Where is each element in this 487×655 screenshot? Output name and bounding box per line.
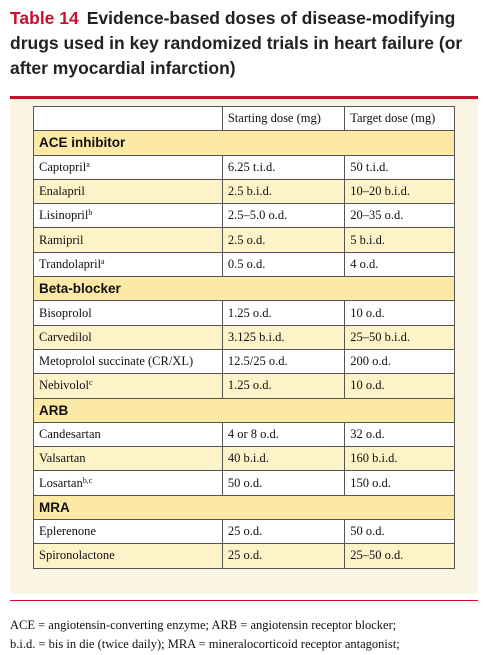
drug-cell xyxy=(34,325,223,349)
starting-dose-cell: 3.125 b.i.d. xyxy=(222,325,344,349)
footnote-marker: a xyxy=(101,256,105,266)
drug-name: Valsartan xyxy=(39,451,86,466)
target-dose-cell: 10–20 b.i.d. xyxy=(345,179,455,203)
table-title xyxy=(10,6,480,81)
drug-cell xyxy=(34,301,223,325)
starting-dose-cell: 12.5/25 o.d. xyxy=(222,349,344,373)
drug-cell xyxy=(34,520,223,544)
target-dose-cell: 5 b.i.d. xyxy=(345,228,455,252)
drug-name: Candesartan xyxy=(39,427,101,441)
drug-cell xyxy=(34,228,223,252)
table-row xyxy=(34,204,455,228)
drug-name: Trandolapril xyxy=(39,256,102,271)
drug-name: Lisinopril xyxy=(39,208,89,223)
group-heading: MRA xyxy=(34,495,455,519)
table-row xyxy=(34,520,455,544)
drug-cell xyxy=(34,349,223,373)
header-starting-dose: Starting dose (mg) xyxy=(222,107,344,131)
table-row xyxy=(34,252,455,276)
drug-cell xyxy=(34,422,223,446)
drug-name: Spironolactone xyxy=(39,548,115,563)
table-title-text: Evidence-based doses of disease-modifying drugs used in key randomized trials in heart failure (or after myocardial infarction) xyxy=(10,8,463,78)
footnote-marker: a xyxy=(86,159,90,169)
footnote-line-2: b.i.d. = bis in die (twice daily); MRA = mineralocorticoid receptor antagonist; xyxy=(10,637,400,651)
target-dose-cell: 25–50 o.d. xyxy=(345,544,455,568)
group-row xyxy=(34,131,455,155)
footnote xyxy=(10,616,480,654)
starting-dose-cell: 1.25 o.d. xyxy=(222,301,344,325)
starting-dose-cell: 50 o.d. xyxy=(222,471,344,495)
table-row xyxy=(34,325,455,349)
drug-name: Carvedilol xyxy=(39,329,92,344)
table-row xyxy=(34,544,455,568)
table-row xyxy=(34,301,455,325)
target-dose-cell: 10 o.d. xyxy=(345,301,455,325)
drug-name: Losartan xyxy=(39,475,83,490)
target-dose-cell: 150 o.d. xyxy=(345,471,455,495)
starting-dose-cell: 2.5 b.i.d. xyxy=(222,179,344,203)
table-row xyxy=(34,374,455,398)
table-number: Table 14 xyxy=(10,8,79,28)
drug-cell xyxy=(34,155,223,179)
group-heading: ACE inhibitor xyxy=(34,131,455,155)
footnote-line-1: ACE = angiotensin-converting enzyme; ARB = angiotensin receptor blocker; xyxy=(10,618,397,632)
footnote-marker: c xyxy=(89,378,93,388)
table-row xyxy=(34,471,455,495)
starting-dose-cell: 0.5 o.d. xyxy=(222,252,344,276)
drug-name: Metoprolol succinate (CR/XL) xyxy=(39,354,194,369)
header-row xyxy=(34,107,455,131)
footnote-marker: b xyxy=(88,208,93,218)
drug-name: Nebivolol xyxy=(39,378,89,393)
header-target-dose: Target dose (mg) xyxy=(345,107,455,131)
target-dose-cell: 50 o.d. xyxy=(345,520,455,544)
table-row xyxy=(34,155,455,179)
starting-dose-cell: 2.5 o.d. xyxy=(222,228,344,252)
drug-cell xyxy=(34,447,223,471)
target-dose-cell: 32 o.d. xyxy=(345,422,455,446)
table-body xyxy=(34,131,455,568)
drug-cell xyxy=(34,204,223,228)
group-row xyxy=(34,398,455,422)
starting-dose-cell: 2.5–5.0 o.d. xyxy=(222,204,344,228)
starting-dose-cell: 25 o.d. xyxy=(222,544,344,568)
drug-cell xyxy=(34,252,223,276)
table-row xyxy=(34,447,455,471)
group-row xyxy=(34,277,455,301)
drug-name: Captopril xyxy=(39,159,87,174)
header-drug xyxy=(34,107,223,131)
dose-table xyxy=(33,106,455,569)
drug-name: Ramipril xyxy=(39,232,84,247)
target-dose-cell: 4 o.d. xyxy=(345,252,455,276)
footnote-divider xyxy=(10,600,478,601)
target-dose-cell: 20–35 o.d. xyxy=(345,204,455,228)
target-dose-cell: 200 o.d. xyxy=(345,349,455,373)
starting-dose-cell: 4 or 8 o.d. xyxy=(222,422,344,446)
target-dose-cell: 10 o.d. xyxy=(345,374,455,398)
starting-dose-cell: 6.25 t.i.d. xyxy=(222,155,344,179)
footnote-marker: b,c xyxy=(82,475,93,485)
starting-dose-cell: 25 o.d. xyxy=(222,520,344,544)
drug-cell xyxy=(34,179,223,203)
table-row xyxy=(34,349,455,373)
group-heading: Beta-blocker xyxy=(34,277,455,301)
drug-cell xyxy=(34,544,223,568)
drug-cell xyxy=(34,374,223,398)
drug-name: Bisoprolol xyxy=(39,305,92,320)
target-dose-cell: 160 b.i.d. xyxy=(345,447,455,471)
table-row xyxy=(34,179,455,203)
starting-dose-cell: 40 b.i.d. xyxy=(222,447,344,471)
target-dose-cell: 25–50 b.i.d. xyxy=(345,325,455,349)
group-row xyxy=(34,495,455,519)
drug-name: Eplerenone xyxy=(39,524,96,539)
drug-name: Enalapril xyxy=(39,184,85,199)
table-row xyxy=(34,228,455,252)
target-dose-cell: 50 t.i.d. xyxy=(345,155,455,179)
drug-cell xyxy=(34,471,223,495)
group-heading: ARB xyxy=(34,398,455,422)
starting-dose-cell: 1.25 o.d. xyxy=(222,374,344,398)
table-row xyxy=(34,422,455,446)
